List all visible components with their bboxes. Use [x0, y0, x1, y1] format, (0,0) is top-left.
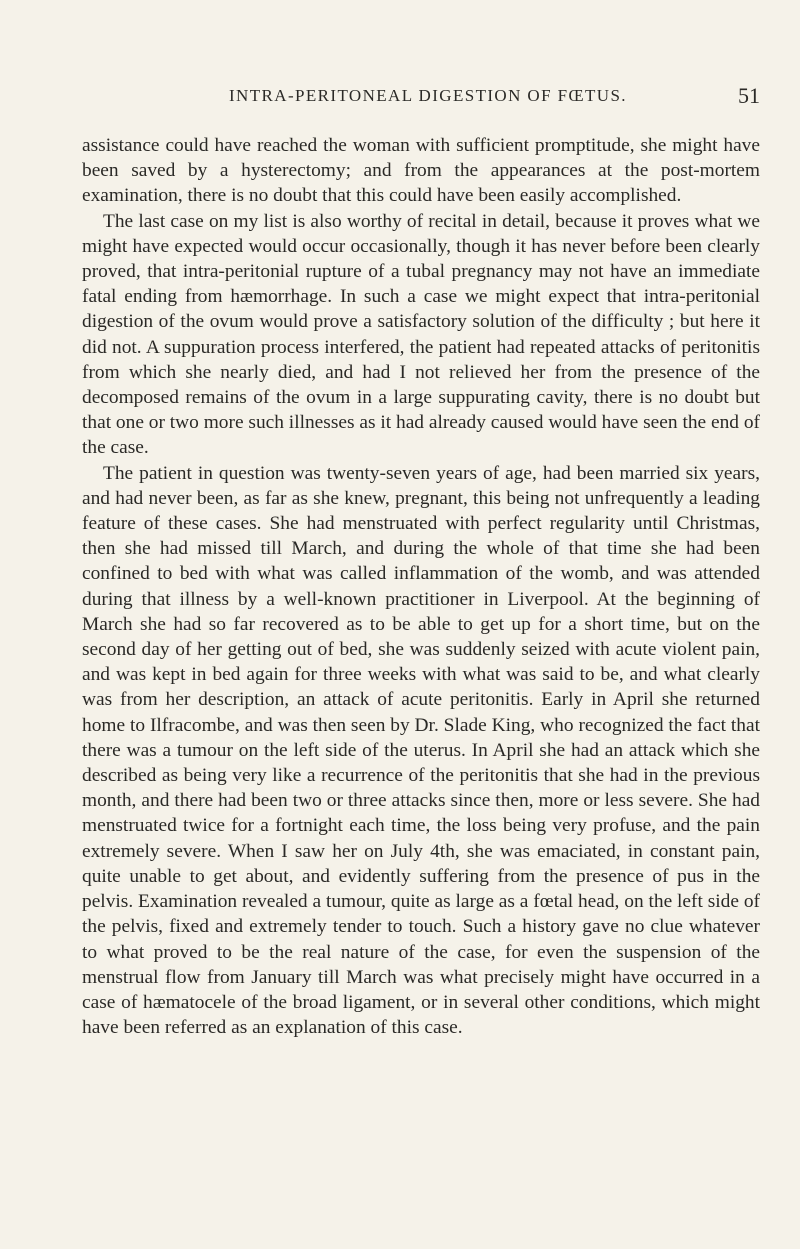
paragraph: The patient in question was twenty-seven years of age, had been married six years, and had never been, as far as she knew, pregnant, this being not unfrequently a leading feature of these cases. She had menstruated with perfect regularity until Christmas, then she had missed till March, and during the whole of that time she had been confined to bed with what was called inflammation of the womb, and was attended during that illness by a well-known practitioner in Liverpool. At the beginning of March she had so far recovered as to be able to get up for a short time, but on the second day of her getting out of bed, she was suddenly seized with acute violent pain, and was kept in bed again for three weeks with what was said to be, and what clearly was from her description, an attack of acute peritonitis. Early in April she returned home to Ilfracombe, and was then seen by Dr. Slade King, who recognized the fact that there was a tumour on the left side of the uterus. In April she had an attack which she described as being very like a recurrence of the peritonitis that she had in the previous month, and there had been two or three attacks since then, more or less severe. She had menstruated twice for a fortnight each time, the loss being very profuse, and the pain extremely severe. When I saw her on July 4th, she was emaciated, in constant pain, quite unable to get about, and evidently suffering from the presence of pus in the pelvis. Examination revealed a tumour, quite as large as a fœtal head, on the left side of the pelvis, fixed and extremely tender to touch. Such a history gave no clue whatever to what proved to be the real nature of the case, for even the suspension of the menstrual flow from January till March was what precisely might have occurred in a case of hæmatocele of the broad ligament, or in several other conditions, which might have been referred as an explanation of this case.	[82, 462, 760, 1039]
body-text	[82, 133, 760, 1040]
paragraph: The last case on my list is also worthy of recital in detail, because it proves what we might have expected would occur occasionally, though it has never before been clearly proved, that intra-peritonial rupture of a tubal pregnancy may not have an immediate fatal ending from hæmorrhage. In such a case we might expect that intra-peritonial digestion of the ovum would prove a satisfactory solution of the difficulty ; but here it did not. A suppuration process interfered, the patient had repeated attacks of peritonitis from which she nearly died, and had I not relieved her from the presence of the decomposed remains of the ovum in a large suppurating cavity, there is no doubt but that one or two more such illnesses as it had already caused would have seen the end of the case.	[82, 210, 760, 459]
page-number: 51	[738, 83, 760, 108]
paragraph-continued: assistance could have reached the woman with sufficient promptitude, she might have been saved by a hysterectomy; and from the appearances at the post-mortem examination, there is no doubt that this could have been easily accomplished.	[82, 135, 760, 207]
running-title: INTRA-PERITONEAL DIGESTION OF FŒTUS.	[229, 86, 627, 105]
page-header	[80, 83, 760, 116]
